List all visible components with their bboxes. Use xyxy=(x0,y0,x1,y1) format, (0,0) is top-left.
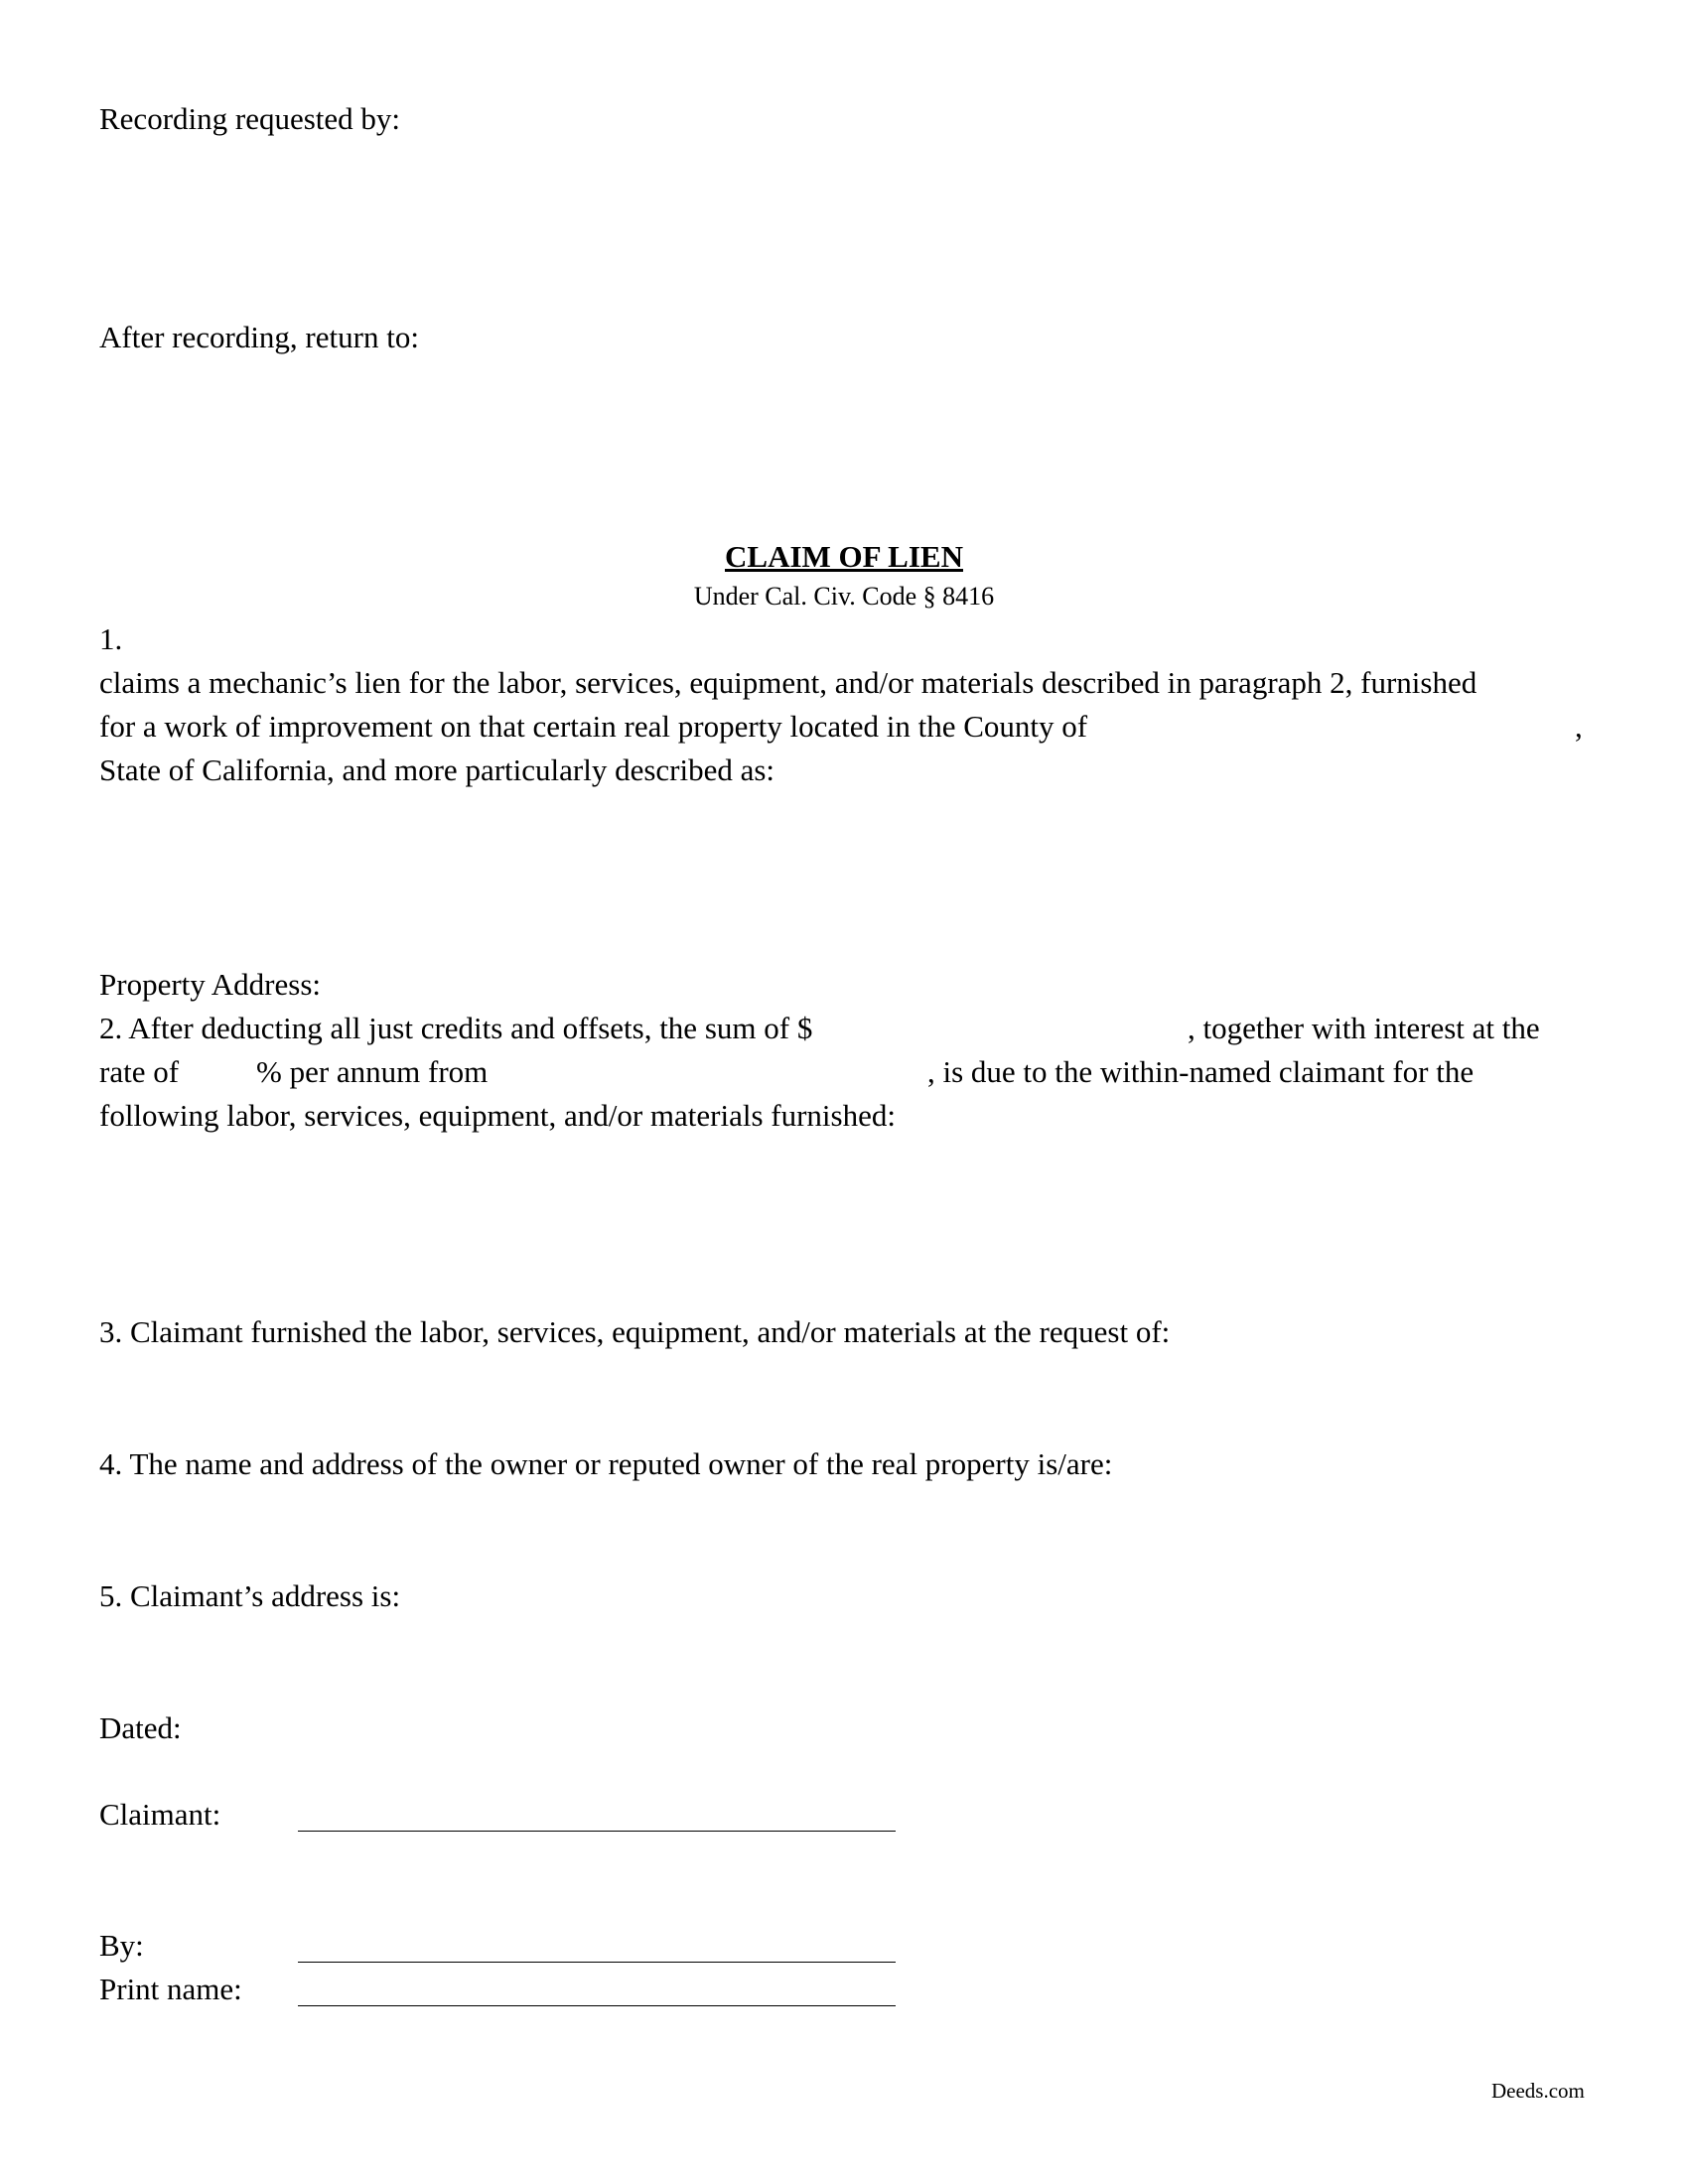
paragraph-4: 4. The name and address of the owner or reputed owner of the real property is/are: xyxy=(99,1446,1113,1481)
paragraph-5: 5. Claimant’s address is: xyxy=(99,1578,401,1613)
by-signature-line[interactable] xyxy=(298,1962,896,1963)
recording-requested-by-label: Recording requested by: xyxy=(99,101,401,136)
paragraph-2-line-2-end: , is due to the within-named claimant for the xyxy=(927,1054,1475,1089)
document-title: CLAIM OF LIEN xyxy=(725,539,963,574)
paragraph-1-county-comma: , xyxy=(1575,709,1583,744)
claimant-signature-line[interactable] xyxy=(298,1831,896,1832)
deeds-footer-brand: Deeds.com xyxy=(1491,2079,1585,2103)
property-address-label: Property Address: xyxy=(99,967,322,1002)
paragraph-3: 3. Claimant furnished the labor, services, equipment, and/or materials at the request of: xyxy=(99,1314,1171,1349)
after-recording-return-to-label: After recording, return to: xyxy=(99,320,419,354)
paragraph-1-number: 1. xyxy=(99,621,123,656)
print-name-label: Print name: xyxy=(99,1972,242,2006)
paragraph-2-line-1-start: 2. After deducting all just credits and offsets, the sum of $ xyxy=(99,1011,813,1045)
by-label: By: xyxy=(99,1928,144,1963)
paragraph-1-line-3: State of California, and more particularly described as: xyxy=(99,752,775,787)
paragraph-2-line-3: following labor, services, equipment, and/or materials furnished: xyxy=(99,1098,896,1133)
paragraph-1-line-2: for a work of improvement on that certain real property located in the County of xyxy=(99,709,1088,744)
paragraph-1-line-1: claims a mechanic’s lien for the labor, services, equipment, and/or materials described in paragraph 2, furnished xyxy=(99,665,1477,700)
dated-label: Dated: xyxy=(99,1710,182,1745)
paragraph-2-percent-label: % per annum from xyxy=(256,1054,489,1089)
document-subtitle: Under Cal. Civ. Code § 8416 xyxy=(693,582,995,611)
paragraph-2-rate-label: rate of xyxy=(99,1054,180,1089)
print-name-line[interactable] xyxy=(298,2005,896,2006)
claimant-label: Claimant: xyxy=(99,1797,221,1832)
paragraph-2-line-1-end: , together with interest at the xyxy=(1188,1011,1540,1045)
